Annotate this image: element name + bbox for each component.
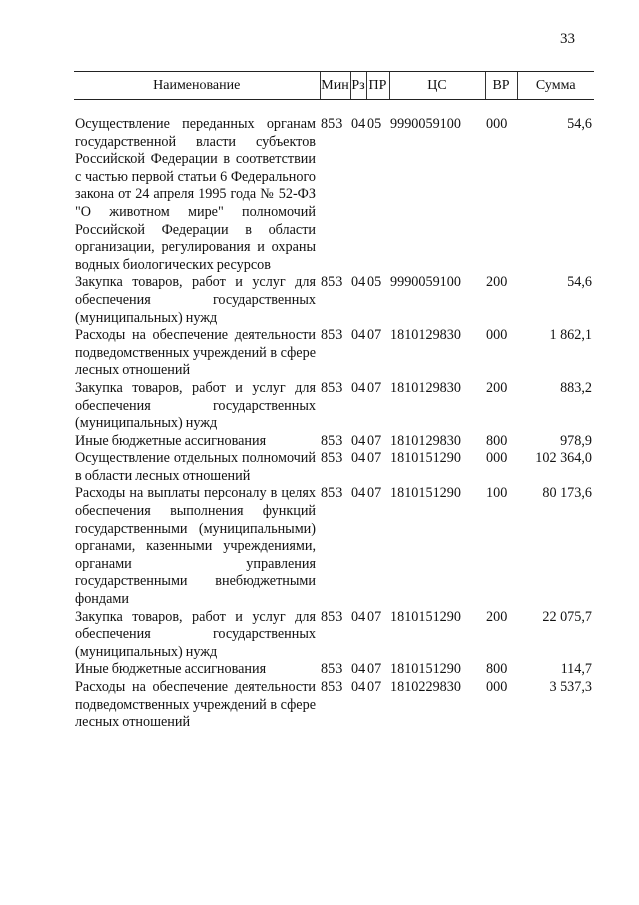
row-min: 853: [321, 379, 343, 396]
row-name: Расходы на обеспечение деятельности подведомственных учреждений в сфере лесных отношений: [75, 679, 316, 731]
table-row: [74, 274, 594, 327]
row-sum: 54,6: [567, 116, 592, 132]
table-row: [74, 679, 594, 732]
row-cs: 1810151290: [390, 661, 461, 678]
row-pr: 07: [367, 485, 382, 502]
table-row: [74, 450, 594, 485]
row-name: Осуществление отдельных полномочий в области лесных отношений: [75, 450, 316, 484]
row-name: Закупка товаров, работ и услуг для обеспечения государственных (муниципальных) нужд: [75, 274, 316, 326]
row-sum: 22 075,7: [542, 608, 592, 625]
table-row: [74, 116, 594, 274]
page-number: 33: [560, 31, 575, 47]
row-sum: 978,9: [560, 432, 592, 449]
table-row: [74, 609, 594, 662]
table-header: [74, 72, 594, 100]
row-rz: 04: [351, 450, 366, 467]
row-name: Закупка товаров, работ и услуг для обеспечения государственных (муниципальных) нужд: [75, 379, 316, 432]
row-cs: 1810129830: [390, 327, 461, 344]
row-vr: 200: [486, 608, 508, 625]
row-vr: 100: [486, 485, 508, 502]
row-pr: 07: [367, 608, 382, 625]
row-min: 853: [321, 327, 343, 344]
row-rz: 04: [351, 379, 366, 396]
row-sum: 54,6: [567, 274, 592, 291]
row-cs: 1810129830: [390, 379, 461, 396]
table-row: [74, 327, 594, 380]
row-pr: 07: [367, 679, 382, 695]
row-rz: 04: [351, 608, 366, 625]
header-rz: Рз: [350, 72, 366, 100]
row-min: 853: [321, 274, 343, 291]
row-sum: 1 862,1: [549, 327, 592, 344]
row-cs: 1810151290: [390, 450, 461, 467]
header-pr: ПР: [366, 72, 389, 100]
row-cs: 1810151290: [390, 608, 461, 625]
row-min: 853: [321, 661, 343, 678]
row-vr: 000: [486, 116, 508, 132]
row-min: 853: [321, 432, 343, 449]
row-pr: 07: [367, 450, 382, 467]
row-pr: 07: [367, 327, 382, 344]
row-sum: 114,7: [560, 661, 592, 678]
header-spacer: [74, 100, 594, 117]
row-name: Закупка товаров, работ и услуг для обеспечения государственных (муниципальных) нужд: [75, 608, 316, 660]
row-pr: 07: [367, 432, 382, 449]
row-pr: 07: [367, 379, 382, 396]
row-cs: 9990059100: [390, 274, 461, 291]
row-vr: 200: [486, 274, 508, 291]
row-rz: 04: [351, 327, 366, 344]
row-name: Расходы на обеспечение деятельности подведомственных учреждений в сфере лесных отношений: [75, 327, 316, 379]
row-name: Расходы на выплаты персоналу в целях обеспечения выполнения функций государственными (муниципальными) органами, казенными учреждениями, органами управления государственными внебюджетными фондами: [75, 485, 316, 608]
header-name: Наименование: [74, 72, 320, 100]
row-cs: 1810151290: [390, 485, 461, 502]
budget-table: [74, 71, 594, 732]
row-cs: 1810129830: [390, 432, 461, 449]
header-cs: ЦС: [389, 72, 485, 100]
row-rz: 04: [351, 679, 366, 695]
row-rz: 04: [351, 485, 366, 502]
header-min: Мин: [320, 72, 350, 100]
row-rz: 04: [351, 432, 366, 449]
row-sum: 883,2: [560, 379, 592, 396]
row-vr: 000: [486, 679, 508, 695]
header-vr: ВР: [485, 72, 517, 100]
row-vr: 800: [486, 661, 508, 678]
row-pr: 07: [367, 661, 382, 678]
row-pr: 05: [367, 116, 382, 132]
row-min: 853: [321, 116, 343, 132]
row-min: 853: [321, 679, 343, 695]
row-min: 853: [321, 608, 343, 625]
table-row: [74, 433, 594, 451]
row-name: Иные бюджетные ассигнования: [75, 432, 267, 449]
row-name: Иные бюджетные ассигнования: [75, 661, 267, 678]
row-rz: 04: [351, 661, 366, 678]
row-rz: 04: [351, 116, 366, 132]
row-vr: 000: [486, 327, 508, 344]
row-min: 853: [321, 450, 343, 467]
table-body: [74, 100, 594, 732]
row-cs: 1810229830: [390, 679, 461, 695]
row-vr: 200: [486, 379, 508, 396]
row-pr: 05: [367, 274, 382, 291]
row-vr: 000: [486, 450, 508, 467]
row-sum: 80 173,6: [542, 485, 592, 502]
row-rz: 04: [351, 274, 366, 291]
row-sum: 102 364,0: [535, 450, 592, 467]
row-name: Осуществление переданных органам государственной власти субъектов Российской Федерации в соответствии с частью первой статьи 6 Федерального закона от 24 апреля 1995 года № 52-ФЗ "О животном мире" полномочий Российской Федерации в области организации, регулирования и охраны водных биологических ресурсов: [75, 116, 316, 273]
table-row: [74, 485, 594, 608]
row-sum: 3 537,3: [549, 679, 592, 695]
header-sum: Сумма: [517, 72, 594, 100]
row-min: 853: [321, 485, 343, 502]
table-row: [74, 661, 594, 679]
row-cs: 9990059100: [390, 116, 461, 132]
table-row: [74, 380, 594, 433]
row-vr: 800: [486, 432, 508, 449]
